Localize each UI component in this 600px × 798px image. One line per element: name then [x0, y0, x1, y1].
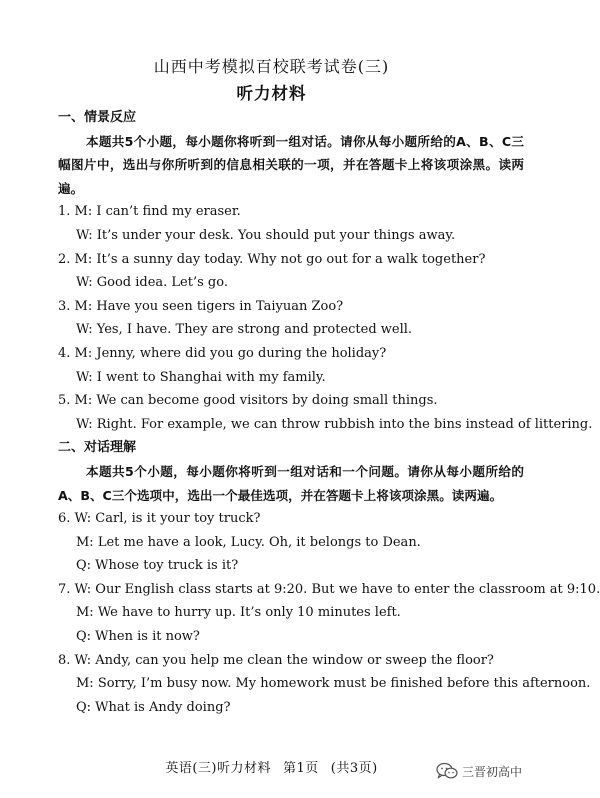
dialogue-line: W: Right. For example, we can throw rubbish into the bins instead of littering.	[76, 416, 593, 432]
footer-subject: 英语(三)听力材料	[165, 761, 271, 776]
footer-total-pages: (共3页)	[330, 761, 378, 776]
section-heading: 一、情景反应	[58, 110, 137, 125]
dialogue-line: 1. M: I can’t find my eraser.	[58, 204, 241, 220]
page-subtitle: 听力材料	[236, 84, 307, 103]
dialogue-line: W: It’s under your desk. You should put your things away.	[76, 227, 456, 243]
watermark	[436, 762, 522, 780]
dialogue-item	[58, 200, 524, 247]
dialogue-item	[58, 649, 591, 720]
footer-page-number: 第1页	[282, 761, 319, 776]
dialogue-line: Q: Whose toy truck is it?	[76, 558, 239, 574]
dialogue-item	[58, 342, 524, 389]
dialogue-line: Q: When is it now?	[76, 629, 200, 645]
document-body	[58, 106, 600, 719]
dialogue-line: 2. M: It’s a sunny day today. Why not go out for a walk together?	[58, 251, 486, 267]
dialogue-line: M: We have to hurry up. It’s only 10 minutes left.	[76, 605, 401, 621]
dialogue-item	[58, 248, 524, 295]
dialogue-line: M: Let me have a look, Lucy. Oh, it belongs to Dean.	[76, 534, 421, 550]
section-heading: 二、对话理解	[58, 440, 137, 456]
section-intro: 本题共5个小题，每小题你将听到一组对话和一个问题。请你从每小题所给的A、B、C三个选项中，选出一个最佳选项，并在答题卡上将该项涂黑。读两遍。	[58, 463, 524, 503]
dialogue-line: 8. W: Andy, can you help me clean the window or sweep the floor?	[58, 652, 494, 668]
dialogue-line: W: Yes, I have. They are strong and protected well.	[76, 322, 413, 338]
watermark-text: 三晋初高中	[462, 764, 523, 779]
dialogue-item	[58, 507, 524, 578]
dialogue-item	[58, 389, 593, 436]
dialogue-line: 4. M: Jenny, where did you go during the holiday?	[58, 345, 387, 361]
dialogue-line: M: Sorry, I’m busy now. My homework must be finished before this afternoon.	[76, 676, 591, 692]
dialogue-line: W: I went to Shanghai with my family.	[76, 369, 326, 385]
dialogue-line: 7. W: Our English class starts at 9:20. But we have to enter the classroom at 9:10.	[58, 581, 600, 597]
dialogue-line: W: Good idea. Let’s go.	[76, 275, 228, 291]
dialogue-line: Q: What is Andy doing?	[76, 699, 231, 715]
dialogue-line: 6. W: Carl, is it your toy truck?	[58, 511, 261, 527]
dialogue-item	[58, 578, 600, 649]
page-title: 山西中考模拟百校联考试卷(三)	[153, 57, 390, 76]
dialogue-line: 5. M: We can become good visitors by doing small things.	[58, 393, 438, 409]
section-intro: 本题共5个小题，每小题你将听到一组对话。请你从每小题所给的A、B、C三幅图片中，选出与你所听到的信息相关联的一项，并在答题卡上将该项涂黑。读两遍。	[58, 133, 524, 196]
dialogue-item	[58, 295, 524, 342]
dialogue-line: 3. M: Have you seen tigers in Taiyuan Zoo?	[58, 298, 344, 314]
wechat-icon	[436, 762, 458, 780]
